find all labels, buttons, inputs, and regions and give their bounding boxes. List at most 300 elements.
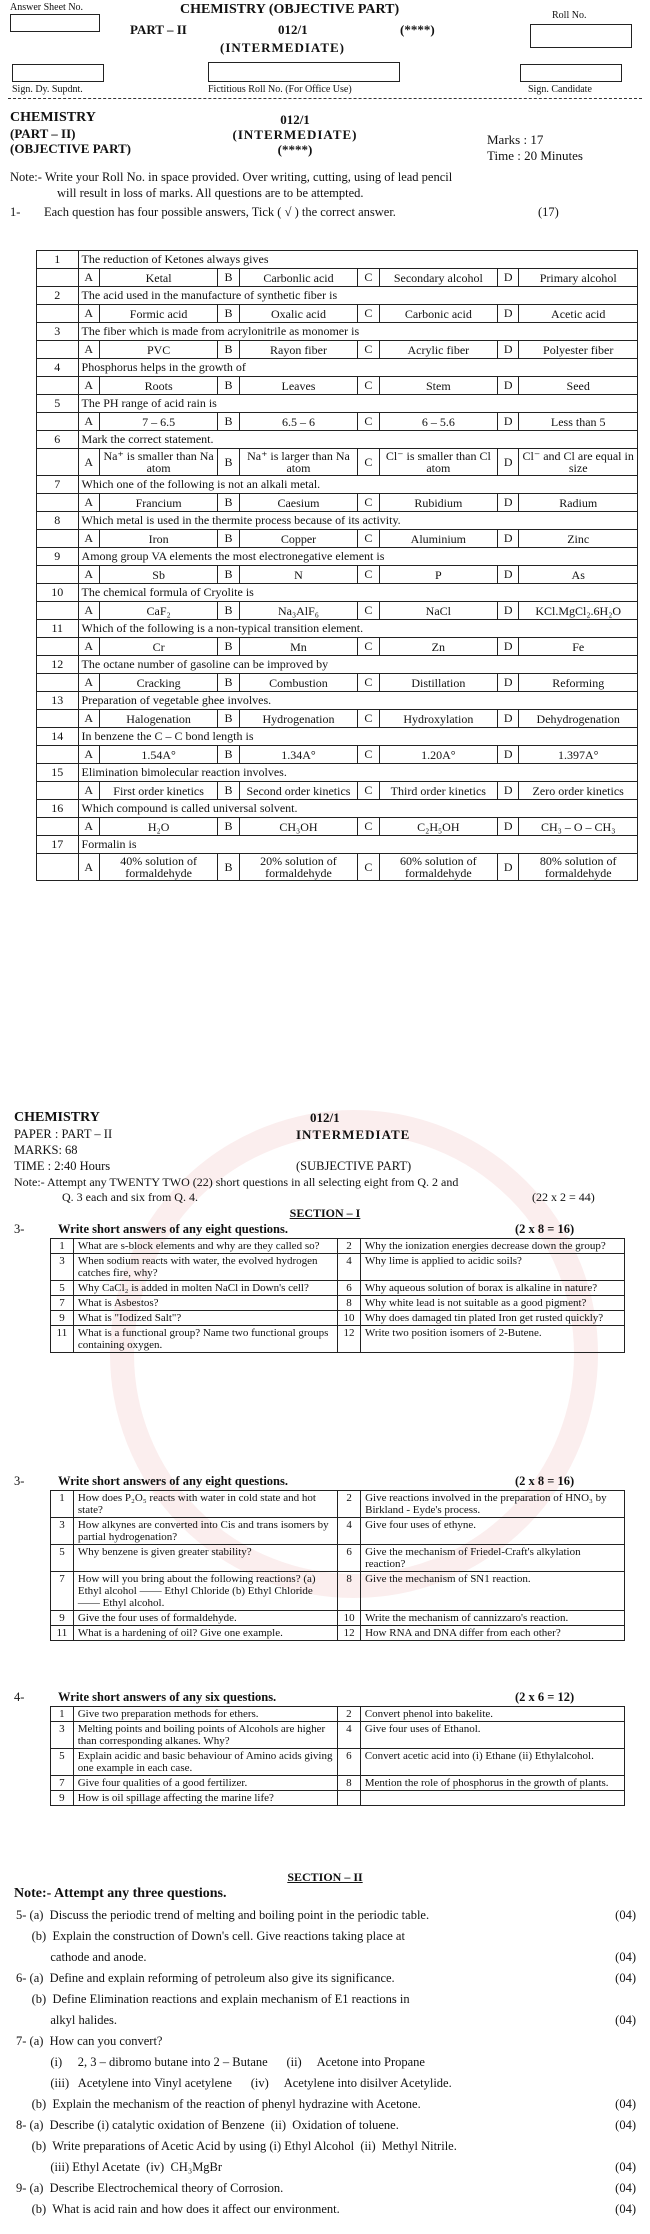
option-b[interactable]: Combustion [239, 674, 358, 692]
option-a[interactable]: 7 – 6.5 [99, 413, 218, 431]
option-letter-d[interactable]: D [498, 305, 519, 323]
option-d[interactable]: Fe [519, 638, 638, 656]
option-letter-a[interactable]: A [78, 305, 99, 323]
option-b[interactable]: Na₃AlF₆ [239, 602, 358, 620]
option-b[interactable]: Second order kinetics [239, 782, 358, 800]
mcq-number: 4 [37, 359, 79, 377]
option-letter-d[interactable]: D [498, 566, 519, 584]
mcq-stem: Which metal is used in the thermite process because of its activity. [78, 512, 637, 530]
supdt-sign-box[interactable] [12, 64, 104, 82]
mcq-spacer [37, 638, 79, 656]
option-d[interactable]: CH₃ – O – CH₃ [519, 818, 638, 836]
option-d[interactable]: Polyester fiber [519, 341, 638, 359]
option-c[interactable]: Stem [379, 377, 498, 395]
mcq-options-row [37, 377, 638, 395]
mcq-stem: The fiber which is made from acrylonitrile as monomer is [78, 323, 637, 341]
option-d[interactable]: As [519, 566, 638, 584]
mcq-number: 7 [37, 476, 79, 494]
subj-time: TIME : 2:40 Hours [14, 1159, 111, 1173]
mcq-stem-row [37, 800, 638, 818]
mcq-options-row [37, 449, 638, 476]
option-letter-d[interactable]: D [498, 413, 519, 431]
option-letter-b[interactable]: B [218, 269, 239, 287]
sq-text: Give the four uses of formaldehyde. [73, 1611, 337, 1626]
sq-number: 3 [51, 1254, 74, 1281]
mcq-stem-row [37, 584, 638, 602]
sq-text: Why does damaged tin plated Iron get rusted quickly? [360, 1311, 624, 1326]
sq-number: 6 [338, 1545, 361, 1572]
mcq-options-row [37, 674, 638, 692]
long-question-line [16, 2160, 636, 2181]
option-a[interactable]: Halogenation [99, 710, 218, 728]
option-letter-b[interactable]: B [218, 674, 239, 692]
option-letter-b[interactable]: B [218, 710, 239, 728]
mcq-stem: Elimination bimolecular reaction involves. [78, 764, 637, 782]
option-d[interactable]: Less than 5 [519, 413, 638, 431]
mcq-number: 13 [37, 692, 79, 710]
option-c[interactable]: Aluminium [379, 530, 498, 548]
sq-text: Give four uses of Ethanol. [360, 1722, 624, 1749]
sq-number: 1 [51, 1707, 74, 1722]
obj-code: 012/1 [280, 112, 310, 127]
option-a[interactable]: Iron [99, 530, 218, 548]
level-top: (INTERMEDIATE) [220, 40, 345, 55]
long-question-text: (b) Explain the construction of Down's cell. Give reactions taking place at [16, 1929, 405, 1943]
short-question-row [51, 1545, 625, 1572]
option-d[interactable]: Primary alcohol [519, 269, 638, 287]
q1-marks: (17) [538, 205, 559, 219]
mcq-options-row [37, 494, 638, 512]
mcq-spacer [37, 341, 79, 359]
option-c[interactable]: Acrylic fiber [379, 341, 498, 359]
sq-text: Give the mechanism of Friedel-Craft's alkylation reaction? [361, 1545, 625, 1572]
option-a[interactable]: Roots [99, 377, 218, 395]
sq-text: Why CaCl₂ is added in molten NaCl in Down's cell? [73, 1281, 337, 1296]
sq-text: What is a functional group? Name two functional groups containing oxygen. [73, 1326, 337, 1353]
option-b[interactable]: Copper [239, 530, 358, 548]
option-b[interactable]: Na⁺ is larger than Na atom [239, 449, 358, 476]
option-a[interactable]: Cracking [99, 674, 218, 692]
option-letter-b[interactable]: B [218, 818, 239, 836]
mcq-stem: The PH range of acid rain is [78, 395, 637, 413]
option-letter-a[interactable]: A [78, 638, 99, 656]
mcq-stem-row [37, 323, 638, 341]
section-2-title: SECTION – II [287, 1870, 363, 1884]
sq-text: Why white lead is not suitable as a good pigment? [360, 1296, 624, 1311]
long-question-marks: (04) [615, 1971, 636, 1985]
option-b[interactable]: Caesium [239, 494, 358, 512]
option-b[interactable]: 20% solution of formaldehyde [239, 854, 358, 881]
sq-number: 1 [51, 1491, 74, 1518]
mcq-spacer [37, 269, 79, 287]
long-question-text: 9- (a) Describe Electrochemical theory of Corrosion. [16, 2181, 284, 2195]
long-question-text: cathode and anode. [16, 1950, 147, 1964]
long-question-marks: (04) [615, 2160, 636, 2174]
mcq-spacer [37, 746, 79, 764]
mcq-stem-row [37, 764, 638, 782]
option-letter-b[interactable]: B [218, 377, 239, 395]
mcq-number: 14 [37, 728, 79, 746]
mcq-options-row [37, 602, 638, 620]
sq-number: 4 [338, 1254, 361, 1281]
short-question-row [51, 1626, 625, 1641]
mcq-stem: Which of the following is a non-typical transition element. [78, 620, 637, 638]
option-letter-d[interactable]: D [498, 602, 519, 620]
sq-number: 6 [338, 1281, 361, 1296]
option-c[interactable]: C₂H₅OH [379, 818, 498, 836]
mcq-stem: In benzene the C – C bond length is [78, 728, 637, 746]
q3-marks: (2 x 8 = 16) [515, 1474, 575, 1488]
option-c[interactable]: Secondary alcohol [379, 269, 498, 287]
option-letter-b[interactable]: B [218, 530, 239, 548]
mcq-spacer [37, 710, 79, 728]
fictitious-roll-label: Fictitious Roll No. (For Office Use) [208, 84, 352, 95]
option-letter-d[interactable]: D [498, 494, 519, 512]
short-question-row [51, 1311, 625, 1326]
option-letter-c[interactable]: C [358, 710, 379, 728]
fictitious-roll-box[interactable] [208, 62, 400, 82]
sq-text: Melting points and boiling points of Alcohols are higher than corresponding alkanes. Why? [73, 1722, 337, 1749]
mcq-table [36, 250, 638, 881]
option-letter-d[interactable]: D [498, 638, 519, 656]
option-letter-c[interactable]: C [358, 269, 379, 287]
option-b[interactable]: CH₃OH [239, 818, 358, 836]
mcq-stem-row [37, 476, 638, 494]
option-letter-b[interactable]: B [218, 449, 239, 476]
option-letter-a[interactable]: A [78, 341, 99, 359]
mcq-options-row [37, 530, 638, 548]
short-question-row [51, 1749, 625, 1776]
sq-number: 7 [51, 1296, 74, 1311]
sq-number: 10 [338, 1611, 361, 1626]
code-top: 012/1 [278, 22, 308, 37]
subj-paper: PAPER : PART – II [14, 1127, 113, 1141]
mcq-number: 6 [37, 431, 79, 449]
option-d[interactable]: KCl.MgCl₂.6H₂O [519, 602, 638, 620]
mcq-options-row [37, 710, 638, 728]
short-question-row [51, 1296, 625, 1311]
sq-number: 2 [338, 1491, 361, 1518]
sq-text: How alkynes are converted into Cis and trans isomers by partial hydrogenation? [73, 1518, 337, 1545]
q4-table [50, 1706, 625, 1806]
option-a[interactable]: H₂O [99, 818, 218, 836]
option-letter-b[interactable]: B [218, 782, 239, 800]
mcq-number: 11 [37, 620, 79, 638]
option-letter-a[interactable]: A [78, 413, 99, 431]
option-letter-d[interactable]: D [498, 782, 519, 800]
roll-number-box[interactable] [530, 24, 632, 48]
short-question-row [51, 1707, 625, 1722]
option-b[interactable]: Rayon fiber [239, 341, 358, 359]
sq-text: What is a hardening of oil? Give one example. [73, 1626, 337, 1641]
option-letter-a[interactable]: A [78, 854, 99, 881]
option-letter-d[interactable]: D [498, 377, 519, 395]
long-question-text: (b) Explain the mechanism of the reaction of phenyl hydrazine with Acetone. [16, 2097, 421, 2111]
option-letter-c[interactable]: C [358, 377, 379, 395]
obj-subject: CHEMISTRY [10, 110, 96, 125]
option-a[interactable]: 40% solution of formaldehyde [99, 854, 218, 881]
long-question-line [16, 1950, 636, 1971]
roll-label: Roll No. [552, 10, 587, 21]
long-question-text: (iii) Ethyl Acetate (iv) CH₃MgBr [16, 2160, 223, 2174]
q3-number: 3- [14, 1474, 25, 1488]
option-letter-b[interactable]: B [218, 602, 239, 620]
sq-number: 4 [338, 1722, 361, 1749]
sign-candidate-label: Sign. Candidate [528, 84, 592, 95]
sq-text: Mention the role of phosphorus in the growth of plants. [360, 1776, 624, 1791]
mcq-stem: Preparation of vegetable ghee involves. [78, 692, 637, 710]
mcq-spacer [37, 413, 79, 431]
option-letter-d[interactable]: D [498, 746, 519, 764]
q2-number: 3- [14, 1222, 25, 1236]
mcq-number: 3 [37, 323, 79, 341]
option-c[interactable]: 60% solution of formaldehyde [379, 854, 498, 881]
sq-number: 7 [51, 1776, 74, 1791]
sq-number: 11 [51, 1626, 74, 1641]
sq-text: Convert acetic acid into (i) Ethane (ii) Ethylalcohol. [360, 1749, 624, 1776]
option-letter-a[interactable]: A [78, 602, 99, 620]
option-letter-c[interactable]: C [358, 530, 379, 548]
mcq-number: 12 [37, 656, 79, 674]
option-letter-d[interactable]: D [498, 674, 519, 692]
option-b[interactable]: Mn [239, 638, 358, 656]
mcq-stem: Which compound is called universal solvent. [78, 800, 637, 818]
option-a[interactable]: Formic acid [99, 305, 218, 323]
option-letter-b[interactable]: B [218, 638, 239, 656]
long-note: Note:- Attempt any three questions. [14, 1886, 227, 1901]
option-letter-c[interactable]: C [358, 854, 379, 881]
option-b[interactable]: 6.5 – 6 [239, 413, 358, 431]
sq-number: 9 [51, 1611, 74, 1626]
option-a[interactable]: Francium [99, 494, 218, 512]
sq-text: Give two preparation methods for ethers. [73, 1707, 337, 1722]
option-letter-a[interactable]: A [78, 782, 99, 800]
option-letter-c[interactable]: C [358, 494, 379, 512]
mcq-options-row [37, 746, 638, 764]
option-a[interactable]: CaF₂ [99, 602, 218, 620]
obj-time: Time : 20 Minutes [487, 148, 583, 163]
option-d[interactable]: Seed [519, 377, 638, 395]
sq-text [360, 1791, 624, 1806]
option-c[interactable]: Third order kinetics [379, 782, 498, 800]
obj-part: (PART – II) [10, 126, 76, 141]
sq-text: Convert phenol into bakelite. [360, 1707, 624, 1722]
sq-number: 1 [51, 1239, 74, 1254]
candidate-sign-box[interactable] [520, 64, 622, 82]
mcq-options-row [37, 638, 638, 656]
sq-text: Write the mechanism of cannizzaro's reaction. [361, 1611, 625, 1626]
option-letter-c[interactable]: C [358, 818, 379, 836]
option-a[interactable]: Sb [99, 566, 218, 584]
short-question-row [51, 1611, 625, 1626]
option-b[interactable]: N [239, 566, 358, 584]
q2-title: Write short answers of any eight questions. [58, 1222, 288, 1236]
option-letter-a[interactable]: A [78, 449, 99, 476]
option-letter-c[interactable]: C [358, 566, 379, 584]
option-d[interactable]: Dehydrogenation [519, 710, 638, 728]
short-question-row [51, 1791, 625, 1806]
sq-number: 7 [51, 1572, 74, 1611]
option-letter-d[interactable]: D [498, 341, 519, 359]
mcq-spacer [37, 494, 79, 512]
option-c[interactable]: Carbonic acid [379, 305, 498, 323]
short-question-row [51, 1722, 625, 1749]
subj-marks: MARKS: 68 [14, 1143, 78, 1157]
answer-sheet-box[interactable] [10, 14, 100, 32]
mcq-options-row [37, 341, 638, 359]
mcq-number: 16 [37, 800, 79, 818]
long-question-text: (i) 2, 3 – dibromo butane into 2 – Butane (ii) Acetone into Propane [16, 2055, 425, 2069]
long-question-marks: (04) [615, 2202, 636, 2216]
option-letter-c[interactable]: C [358, 746, 379, 764]
option-letter-b[interactable]: B [218, 305, 239, 323]
long-question-line [16, 2034, 636, 2055]
mcq-stem-row [37, 620, 638, 638]
option-a[interactable]: 1.54A° [99, 746, 218, 764]
option-letter-c[interactable]: C [358, 674, 379, 692]
mcq-stem: Formalin is [78, 836, 637, 854]
subj-code: 012/1 [310, 1110, 340, 1125]
part-top: PART – II [130, 22, 187, 37]
sq-number [338, 1791, 361, 1806]
mcq-spacer [37, 530, 79, 548]
sq-number: 3 [51, 1518, 74, 1545]
option-letter-a[interactable]: A [78, 494, 99, 512]
option-c[interactable]: 1.20A° [379, 746, 498, 764]
option-letter-d[interactable]: D [498, 854, 519, 881]
obj-level: (INTERMEDIATE) [232, 127, 358, 142]
option-d[interactable]: Radium [519, 494, 638, 512]
short-question-row [51, 1776, 625, 1791]
option-letter-a[interactable]: A [78, 818, 99, 836]
long-question-text: 5- (a) Discuss the periodic trend of melting and boiling point in the periodic table. [16, 1908, 430, 1922]
option-letter-b[interactable]: B [218, 341, 239, 359]
sq-number: 5 [51, 1749, 74, 1776]
option-letter-c[interactable]: C [358, 782, 379, 800]
subj-note-2: Q. 3 each and six from Q. 4. [62, 1190, 198, 1204]
mcq-spacer [37, 377, 79, 395]
option-b[interactable]: Carbonlic acid [239, 269, 358, 287]
sq-text: What is Asbestos? [73, 1296, 337, 1311]
option-d[interactable]: Acetic acid [519, 305, 638, 323]
option-b[interactable]: 1.34A° [239, 746, 358, 764]
option-letter-c[interactable]: C [358, 413, 379, 431]
mcq-number: 1 [37, 251, 79, 269]
q1-number: 1- [10, 205, 21, 219]
long-question-text: 6- (a) Define and explain reforming of petroleum also give its significance. [16, 1971, 395, 1985]
sq-number: 11 [51, 1326, 74, 1353]
option-d[interactable]: 80% solution of formaldehyde [519, 854, 638, 881]
option-a[interactable]: Ketal [99, 269, 218, 287]
option-letter-d[interactable]: D [498, 269, 519, 287]
option-a[interactable]: Cr [99, 638, 218, 656]
option-d[interactable]: 1.397A° [519, 746, 638, 764]
option-d[interactable]: Zinc [519, 530, 638, 548]
option-letter-d[interactable]: D [498, 710, 519, 728]
mcq-stem: Mark the correct statement. [78, 431, 637, 449]
sq-number: 4 [338, 1518, 361, 1545]
subj-level: INTERMEDIATE [296, 1127, 411, 1142]
mcq-spacer [37, 782, 79, 800]
option-a[interactable]: Na⁺ is smaller than Na atom [99, 449, 218, 476]
sq-text: How does P₂O₅ reacts with water in cold state and hot state? [73, 1491, 337, 1518]
option-b[interactable]: Oxalic acid [239, 305, 358, 323]
option-letter-c[interactable]: C [358, 602, 379, 620]
mcq-stem-row [37, 728, 638, 746]
option-d[interactable]: Cl⁻ and Cl are equal in size [519, 449, 638, 476]
option-b[interactable]: Leaves [239, 377, 358, 395]
sq-text: How is oil spillage affecting the marine life? [73, 1791, 337, 1806]
option-letter-d[interactable]: D [498, 530, 519, 548]
option-c[interactable]: Cl⁻ is smaller than Cl atom [379, 449, 498, 476]
long-questions [16, 1908, 636, 2223]
option-letter-a[interactable]: A [78, 710, 99, 728]
long-question-line [16, 2139, 636, 2160]
option-d[interactable]: Zero order kinetics [519, 782, 638, 800]
option-letter-b[interactable]: B [218, 566, 239, 584]
option-letter-a[interactable]: A [78, 530, 99, 548]
option-letter-d[interactable]: D [498, 818, 519, 836]
long-question-text: (b) Write preparations of Acetic Acid by using (i) Ethyl Alcohol (ii) Methyl Nitrile. [16, 2139, 457, 2153]
long-question-text: (iii) Acetylene into Vinyl acetylene (iv) Acetylene into disilver Acetylide. [16, 2076, 452, 2090]
option-letter-b[interactable]: B [218, 413, 239, 431]
option-letter-b[interactable]: B [218, 854, 239, 881]
option-a[interactable]: First order kinetics [99, 782, 218, 800]
mcq-options-row [37, 854, 638, 881]
option-c[interactable]: Zn [379, 638, 498, 656]
option-c[interactable]: Distillation [379, 674, 498, 692]
option-letter-c[interactable]: C [358, 341, 379, 359]
option-c[interactable]: NaCl [379, 602, 498, 620]
option-c[interactable]: P [379, 566, 498, 584]
option-letter-c[interactable]: C [358, 305, 379, 323]
sq-number: 12 [338, 1326, 361, 1353]
q3-table [50, 1490, 625, 1641]
option-c[interactable]: Hydroxylation [379, 710, 498, 728]
mcq-spacer [37, 674, 79, 692]
option-b[interactable]: Hydrogenation [239, 710, 358, 728]
option-letter-c[interactable]: C [358, 638, 379, 656]
option-letter-a[interactable]: A [78, 674, 99, 692]
subj-note: Note:- Attempt any TWENTY TWO (22) short questions in all selecting eight from Q. 2 and [14, 1175, 459, 1189]
option-c[interactable]: Rubidium [379, 494, 498, 512]
option-letter-d[interactable]: D [498, 449, 519, 476]
option-letter-c[interactable]: C [358, 449, 379, 476]
long-question-line [16, 2181, 636, 2202]
option-letter-a[interactable]: A [78, 746, 99, 764]
option-letter-a[interactable]: A [78, 269, 99, 287]
sq-number: 12 [338, 1626, 361, 1641]
sign-supdt-label: Sign. Dy. Supdnt. [12, 84, 83, 95]
sq-text: When sodium reacts with water, the evolved hydrogen catches fire, why? [73, 1254, 337, 1281]
option-d[interactable]: Reforming [519, 674, 638, 692]
option-letter-a[interactable]: A [78, 377, 99, 395]
option-letter-b[interactable]: B [218, 746, 239, 764]
mcq-options-row [37, 305, 638, 323]
option-a[interactable]: PVC [99, 341, 218, 359]
option-letter-b[interactable]: B [218, 494, 239, 512]
sq-number: 5 [51, 1281, 74, 1296]
long-question-line [16, 1929, 636, 1950]
mcq-stem-row [37, 287, 638, 305]
mcq-spacer [37, 305, 79, 323]
mcq-spacer [37, 602, 79, 620]
option-c[interactable]: 6 – 5.6 [379, 413, 498, 431]
option-letter-a[interactable]: A [78, 566, 99, 584]
q4-marks: (2 x 6 = 12) [515, 1690, 575, 1704]
long-question-marks: (04) [615, 2181, 636, 2195]
mcq-number: 17 [37, 836, 79, 854]
